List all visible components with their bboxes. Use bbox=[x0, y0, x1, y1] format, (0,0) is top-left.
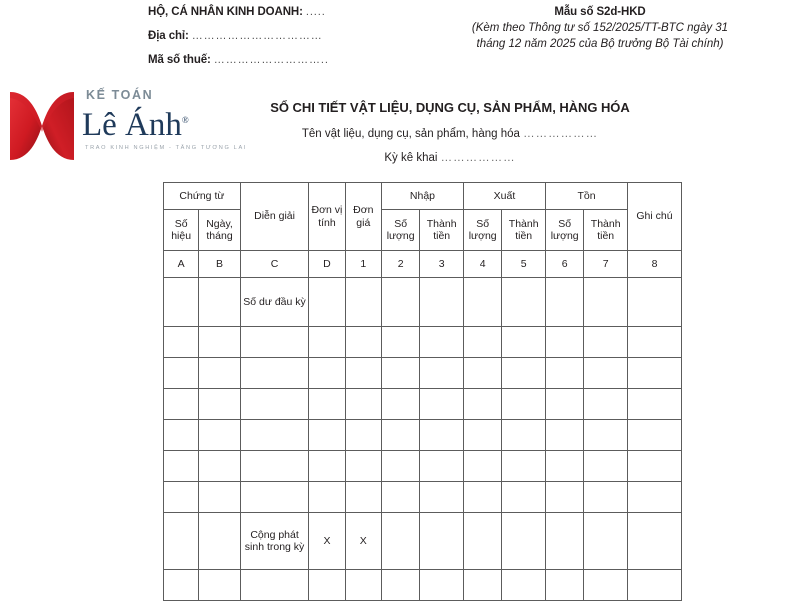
address-label: Địa chỉ: bbox=[148, 30, 189, 42]
tax-code-line bbox=[148, 54, 378, 69]
table-column-number-row bbox=[164, 251, 682, 278]
tax-code-label: Mã số thuế: bbox=[148, 54, 211, 66]
table-row bbox=[164, 358, 682, 389]
colnum-a: A bbox=[164, 251, 199, 278]
form-code: Mẫu số S2d-HKD bbox=[554, 6, 646, 18]
colnum-6: 6 bbox=[545, 251, 583, 278]
page-title: SỔ CHI TIẾT VẬT LIỆU, DỤNG CỤ, SẢN PHẨM, HÀNG HÓA bbox=[270, 100, 630, 115]
cell-nhap-sl[interactable] bbox=[381, 451, 419, 482]
cell-ton-sl[interactable] bbox=[545, 389, 583, 420]
colnum-8: 8 bbox=[627, 251, 681, 278]
th-group-ton: Tồn bbox=[545, 183, 627, 210]
cell-don-vi-tinh[interactable] bbox=[309, 389, 345, 420]
cell-xuat-tt[interactable] bbox=[502, 358, 546, 389]
colnum-c: C bbox=[240, 251, 309, 278]
th-ghi-chu: Ghi chú bbox=[627, 183, 681, 251]
cell-total-don-vi-tinh: X bbox=[309, 513, 345, 570]
logo-text-block bbox=[82, 86, 247, 151]
cell-total-ton-sl[interactable] bbox=[545, 513, 583, 570]
cell-ghi-chu[interactable] bbox=[627, 358, 681, 389]
cell-opening-nhap-tt[interactable] bbox=[420, 278, 464, 327]
cell-don-gia[interactable] bbox=[345, 451, 381, 482]
cell-nhap-tt[interactable] bbox=[420, 420, 464, 451]
cell-nhap-sl[interactable] bbox=[381, 482, 419, 513]
document-header bbox=[0, 0, 800, 80]
tax-code-dots: ……………………….. bbox=[213, 54, 329, 66]
cell-don-gia[interactable] bbox=[345, 482, 381, 513]
cell-ton-sl[interactable] bbox=[545, 420, 583, 451]
business-name-line bbox=[148, 6, 378, 21]
cell-ton-sl[interactable] bbox=[545, 327, 583, 358]
cell-ton-tt[interactable] bbox=[584, 327, 628, 358]
form-reference bbox=[410, 21, 790, 52]
cell-xuat-sl[interactable] bbox=[463, 570, 501, 601]
cell-xuat-tt[interactable] bbox=[502, 482, 546, 513]
colnum-4: 4 bbox=[463, 251, 501, 278]
cell-ton-tt[interactable] bbox=[584, 389, 628, 420]
cell-ghi-chu[interactable] bbox=[627, 570, 681, 601]
cell-opening-label: Số dư đầu kỳ bbox=[240, 278, 309, 327]
period-dots: ……………… bbox=[440, 152, 516, 164]
cell-ghi-chu[interactable] bbox=[627, 389, 681, 420]
th-nhap-thanh-tien: Thành tiền bbox=[420, 210, 464, 251]
th-group-nhap: Nhập bbox=[381, 183, 463, 210]
business-info-block bbox=[148, 6, 378, 78]
address-line bbox=[148, 30, 378, 45]
th-don-vi-tinh: Đơn vị tính bbox=[309, 183, 345, 251]
cell-nhap-tt[interactable] bbox=[420, 358, 464, 389]
cell-ghi-chu[interactable] bbox=[627, 420, 681, 451]
cell-dien-giai[interactable] bbox=[240, 482, 309, 513]
cell-ngay-thang[interactable] bbox=[199, 451, 241, 482]
cell-total-xuat-sl[interactable] bbox=[463, 513, 501, 570]
cell-nhap-sl[interactable] bbox=[381, 389, 419, 420]
th-ngay-thang: Ngày, tháng bbox=[199, 210, 241, 251]
cell-opening-ngay-thang[interactable] bbox=[199, 278, 241, 327]
period-label: Kỳ kê khai bbox=[384, 152, 438, 164]
cell-don-vi-tinh[interactable] bbox=[309, 420, 345, 451]
form-reference-line2: tháng 12 năm 2025 của Bộ trưởng Bộ Tài chính) bbox=[476, 37, 724, 50]
cell-so-hieu[interactable] bbox=[164, 420, 199, 451]
cell-ton-tt[interactable] bbox=[584, 451, 628, 482]
cell-so-hieu[interactable] bbox=[164, 451, 199, 482]
colnum-1: 1 bbox=[345, 251, 381, 278]
cell-ghi-chu[interactable] bbox=[627, 482, 681, 513]
cell-opening-don-vi-tinh[interactable] bbox=[309, 278, 345, 327]
material-name-dots: ……………… bbox=[523, 128, 599, 140]
form-reference-line1: (Kèm theo Thông tư số 152/2025/TT-BTC ngày 31 bbox=[471, 22, 729, 34]
th-nhap-so-luong: Số lượng bbox=[381, 210, 419, 251]
cell-ton-tt[interactable] bbox=[584, 482, 628, 513]
cell-opening-so-hieu[interactable] bbox=[164, 278, 199, 327]
cell-so-hieu[interactable] bbox=[164, 358, 199, 389]
cell-total-so-hieu[interactable] bbox=[164, 513, 199, 570]
business-name-dots: ..... bbox=[305, 6, 326, 18]
material-name-label: Tên vật liệu, dụng cụ, sản phẩm, hàng hóa bbox=[301, 128, 520, 140]
th-xuat-thanh-tien: Thành tiền bbox=[502, 210, 546, 251]
registered-trademark-icon: ® bbox=[181, 115, 189, 125]
cell-total-nhap-tt[interactable] bbox=[420, 513, 464, 570]
cell-dien-giai[interactable] bbox=[240, 327, 309, 358]
th-ton-thanh-tien: Thành tiền bbox=[584, 210, 628, 251]
table-row bbox=[164, 570, 682, 601]
ledger-table-wrapper bbox=[163, 182, 682, 601]
cell-opening-ton-tt[interactable] bbox=[584, 278, 628, 327]
hourglass-mark-icon bbox=[8, 88, 76, 164]
cell-so-hieu[interactable] bbox=[164, 482, 199, 513]
cell-ngay-thang[interactable] bbox=[199, 327, 241, 358]
cell-opening-xuat-tt[interactable] bbox=[502, 278, 546, 327]
cell-xuat-tt[interactable] bbox=[502, 451, 546, 482]
cell-total-ghi-chu[interactable] bbox=[627, 513, 681, 570]
cell-opening-nhap-sl[interactable] bbox=[381, 278, 419, 327]
cell-total-ton-tt[interactable] bbox=[584, 513, 628, 570]
table-row bbox=[164, 451, 682, 482]
table-row bbox=[164, 327, 682, 358]
cell-xuat-sl[interactable] bbox=[463, 420, 501, 451]
form-reference-block bbox=[410, 6, 790, 52]
cell-xuat-sl[interactable] bbox=[463, 482, 501, 513]
cell-opening-ton-sl[interactable] bbox=[545, 278, 583, 327]
cell-opening-don-gia[interactable] bbox=[345, 278, 381, 327]
cell-xuat-sl[interactable] bbox=[463, 451, 501, 482]
cell-nhap-tt[interactable] bbox=[420, 327, 464, 358]
cell-ngay-thang[interactable] bbox=[199, 420, 241, 451]
period-line bbox=[235, 152, 665, 164]
cell-don-vi-tinh[interactable] bbox=[309, 482, 345, 513]
cell-xuat-sl[interactable] bbox=[463, 358, 501, 389]
cell-dien-giai[interactable] bbox=[240, 420, 309, 451]
cell-dien-giai[interactable] bbox=[240, 389, 309, 420]
cell-ngay-thang[interactable] bbox=[199, 358, 241, 389]
cell-ton-tt[interactable] bbox=[584, 570, 628, 601]
logo-tagline: TRAO KINH NGHIỆM - TĂNG TƯƠNG LAI bbox=[85, 145, 248, 151]
th-group-xuat: Xuất bbox=[463, 183, 545, 210]
cell-don-gia[interactable] bbox=[345, 420, 381, 451]
cell-total-ngay-thang[interactable] bbox=[199, 513, 241, 570]
cell-dien-giai[interactable] bbox=[240, 358, 309, 389]
cell-don-vi-tinh[interactable] bbox=[309, 327, 345, 358]
cell-ton-sl[interactable] bbox=[545, 570, 583, 601]
cell-total-xuat-tt[interactable] bbox=[502, 513, 546, 570]
cell-total-don-gia: X bbox=[345, 513, 381, 570]
colnum-b: B bbox=[199, 251, 241, 278]
colnum-5: 5 bbox=[502, 251, 546, 278]
cell-nhap-sl[interactable] bbox=[381, 570, 419, 601]
logo-brand-name bbox=[82, 103, 189, 142]
cell-xuat-sl[interactable] bbox=[463, 389, 501, 420]
table-row-opening-balance bbox=[164, 278, 682, 327]
table-row-period-total bbox=[164, 513, 682, 570]
cell-so-hieu[interactable] bbox=[164, 327, 199, 358]
table-row bbox=[164, 420, 682, 451]
cell-ngay-thang[interactable] bbox=[199, 389, 241, 420]
cell-don-vi-tinh[interactable] bbox=[309, 358, 345, 389]
cell-ngay-thang[interactable] bbox=[199, 570, 241, 601]
table-row bbox=[164, 482, 682, 513]
cell-opening-xuat-sl[interactable] bbox=[463, 278, 501, 327]
cell-opening-ghi-chu[interactable] bbox=[627, 278, 681, 327]
cell-nhap-tt[interactable] bbox=[420, 482, 464, 513]
cell-ghi-chu[interactable] bbox=[627, 451, 681, 482]
ledger-table bbox=[163, 182, 682, 601]
cell-total-nhap-sl[interactable] bbox=[381, 513, 419, 570]
cell-dien-giai[interactable] bbox=[240, 570, 309, 601]
cell-so-hieu[interactable] bbox=[164, 570, 199, 601]
cell-xuat-tt[interactable] bbox=[502, 389, 546, 420]
colnum-7: 7 bbox=[584, 251, 628, 278]
cell-don-gia[interactable] bbox=[345, 570, 381, 601]
business-name-label: HỘ, CÁ NHÂN KINH DOANH: bbox=[148, 6, 303, 18]
cell-xuat-tt[interactable] bbox=[502, 420, 546, 451]
th-xuat-so-luong: Số lượng bbox=[463, 210, 501, 251]
cell-nhap-sl[interactable] bbox=[381, 327, 419, 358]
cell-xuat-tt[interactable] bbox=[502, 327, 546, 358]
cell-don-gia[interactable] bbox=[345, 327, 381, 358]
cell-so-hieu[interactable] bbox=[164, 389, 199, 420]
table-header-row-groups bbox=[164, 183, 682, 210]
cell-xuat-sl[interactable] bbox=[463, 327, 501, 358]
cell-ton-tt[interactable] bbox=[584, 420, 628, 451]
cell-don-vi-tinh[interactable] bbox=[309, 451, 345, 482]
cell-dien-giai[interactable] bbox=[240, 451, 309, 482]
th-so-hieu: Số hiệu bbox=[164, 210, 199, 251]
th-group-chung-tu: Chứng từ bbox=[164, 183, 241, 210]
cell-xuat-tt[interactable] bbox=[502, 570, 546, 601]
cell-total-label: Cộng phát sinh trong kỳ bbox=[240, 513, 309, 570]
address-dots: …………………………… bbox=[191, 30, 323, 42]
logo-ketoan-label: KẾ TOÁN bbox=[86, 88, 154, 102]
material-name-line bbox=[235, 128, 665, 140]
cell-ton-sl[interactable] bbox=[545, 451, 583, 482]
table-row bbox=[164, 389, 682, 420]
th-ton-so-luong: Số lượng bbox=[545, 210, 583, 251]
colnum-d: D bbox=[309, 251, 345, 278]
cell-ngay-thang[interactable] bbox=[199, 482, 241, 513]
th-don-gia: Đơn giá bbox=[345, 183, 381, 251]
cell-nhap-sl[interactable] bbox=[381, 358, 419, 389]
cell-ton-sl[interactable] bbox=[545, 358, 583, 389]
colnum-2: 2 bbox=[381, 251, 419, 278]
cell-nhap-tt[interactable] bbox=[420, 570, 464, 601]
cell-ton-sl[interactable] bbox=[545, 482, 583, 513]
cell-ghi-chu[interactable] bbox=[627, 327, 681, 358]
company-logo bbox=[8, 86, 248, 168]
th-dien-giai: Diễn giải bbox=[240, 183, 309, 251]
logo-brand-text: Lê Ánh bbox=[82, 107, 182, 143]
cell-nhap-sl[interactable] bbox=[381, 420, 419, 451]
cell-nhap-tt[interactable] bbox=[420, 389, 464, 420]
cell-don-vi-tinh[interactable] bbox=[309, 570, 345, 601]
cell-don-gia[interactable] bbox=[345, 389, 381, 420]
cell-nhap-tt[interactable] bbox=[420, 451, 464, 482]
colnum-3: 3 bbox=[420, 251, 464, 278]
cell-ton-tt[interactable] bbox=[584, 358, 628, 389]
document-title-block bbox=[235, 100, 665, 164]
cell-don-gia[interactable] bbox=[345, 358, 381, 389]
